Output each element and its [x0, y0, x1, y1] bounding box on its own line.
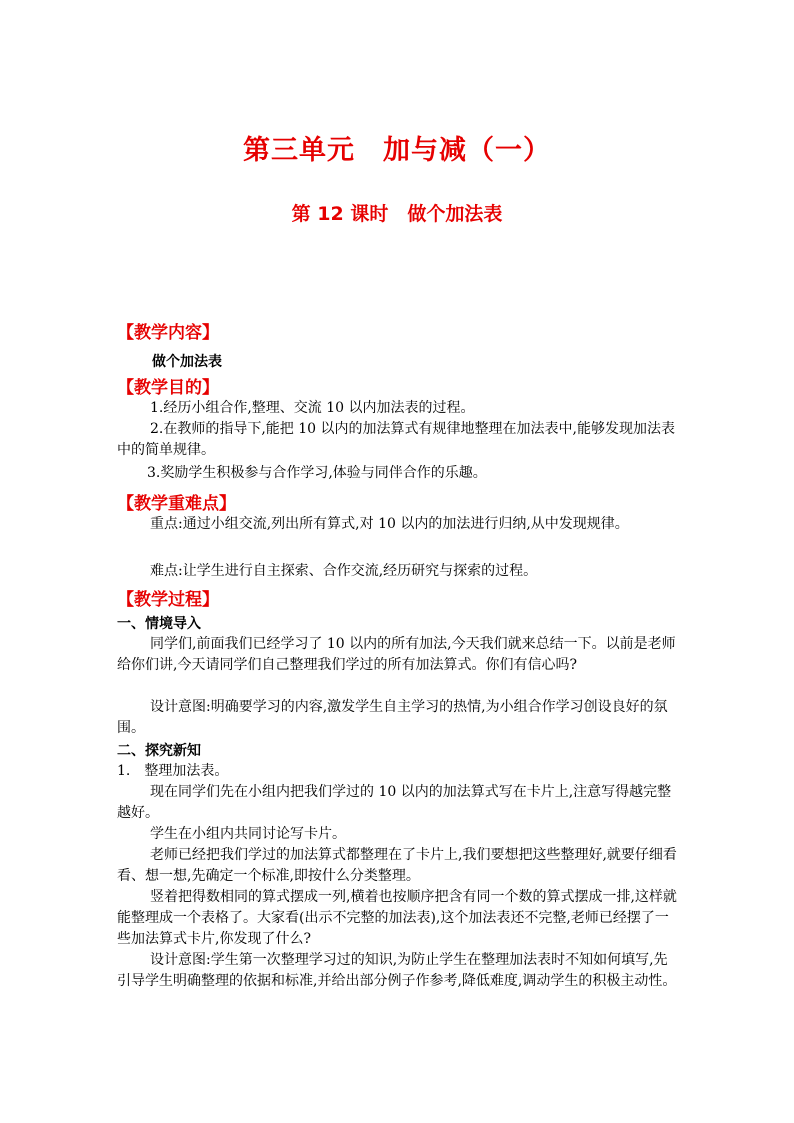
section-heading-content: 【教学内容】 [117, 323, 219, 343]
part2-paragraph-5: 设计意图:学生第一次整理学习过的知识,为防止学生在整理加法表时不知如何填写,先引导学生明确整理的依据和标准,并给出部分例子作参考,降低难度,调动学生的积极主动性。 [117, 952, 677, 989]
part2-paragraph-1: 现在同学们先在小组内把我们学过的 10 以内的加法算式写在卡片上,注意写得越完整越好。 [117, 784, 672, 821]
part2-heading: 二、探究新知 [117, 743, 201, 759]
part2-item-1: 1. 整理加法表。 [117, 763, 229, 779]
unit-title: 第三单元 加与减（一） [243, 135, 551, 166]
section-heading-goals: 【教学目的】 [117, 378, 219, 398]
difficult-point: 难点:让学生进行自主探索、合作交流,经历研究与探索的过程。 [150, 563, 538, 579]
section-heading-process: 【教学过程】 [117, 590, 219, 610]
content-text: 做个加法表 [152, 354, 222, 370]
part2-paragraph-2: 学生在小组内共同讨论写卡片。 [150, 826, 346, 842]
part1-paragraph-1: 同学们,前面我们已经学习了 10 以内的所有加法,今天我们就来总结一下。以前是老师给你们讲,今天请同学们自己整理我们学过的所有加法算式。你们有信心吗? [117, 636, 676, 673]
section-heading-keypoints: 【教学重难点】 [117, 494, 236, 514]
part1-paragraph-2: 设计意图:明确要学习的内容,激发学生自主学习的热情,为小组合作学习创设良好的氛围。 [117, 699, 668, 736]
goal-1: 1.经历小组合作,整理、交流 10 以内加法表的过程。 [150, 400, 475, 416]
part2-paragraph-3: 老师已经把我们学过的加法算式都整理在了卡片上,我们要想把这些整理好,就要仔细看看、想一想,先确定一个标准,即按什么分类整理。 [117, 847, 677, 884]
part2-paragraph-4: 竖着把得数相同的算式摆成一列,横着也按顺序把含有同一个数的算式摆成一排,这样就能整理成一个表格了。大家看(出示不完整的加法表),这个加法表还不完整,老师已经摆了一些加法算式卡片,你发现了什么? [117, 889, 677, 947]
key-point: 重点:通过小组交流,列出所有算式,对 10 以内的加法进行归纳,从中发现规律。 [150, 516, 629, 532]
goal-2: 2.在教师的指导下,能把 10 以内的加法算式有规律地整理在加法表中,能够发现加法表中的简单规律。 [117, 421, 675, 458]
lesson-subtitle: 第 12 课时 做个加法表 [291, 203, 503, 225]
goal-3: 3.奖励学生积极参与合作学习,体验与同伴合作的乐趣。 [147, 465, 487, 481]
part1-heading: 一、情境导入 [117, 616, 201, 632]
